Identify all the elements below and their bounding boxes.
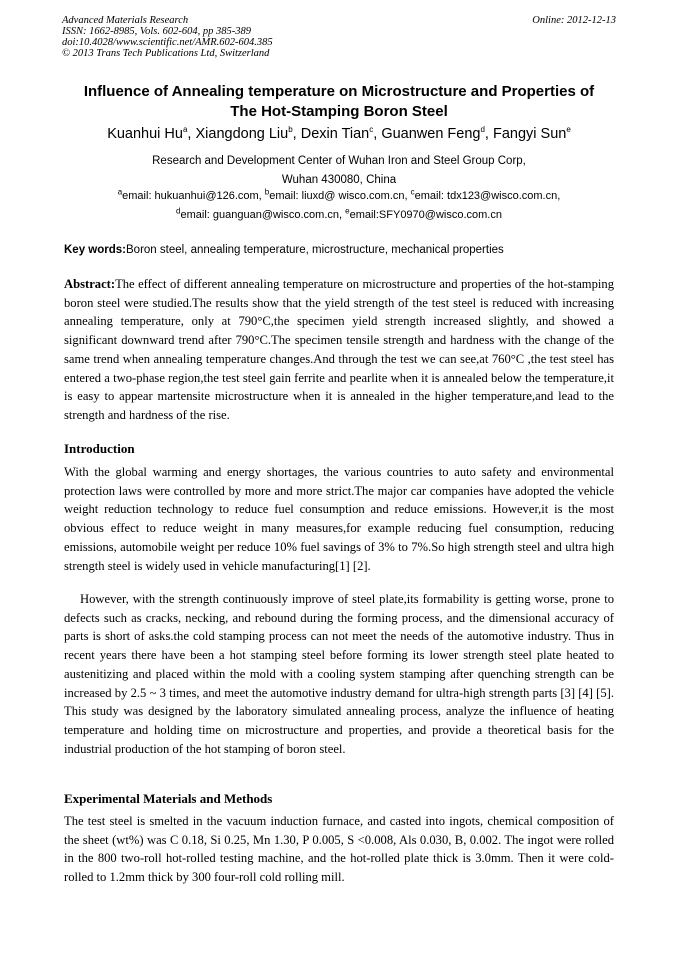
author	[301, 126, 382, 142]
section-heading-methods: Experimental Materials and Methods	[64, 791, 273, 806]
email-c[interactable]: email: tdx123@wisco.com.cn,	[414, 190, 561, 202]
author-list	[40, 124, 638, 144]
author-sup: e	[566, 125, 571, 135]
email-a[interactable]: email: hukuanhui@126.com,	[122, 190, 265, 202]
abstract-text: The effect of different annealing temperature on microstructure and properties of the hot-stamping boron steel were studied.The results show that the yield strength of the test steel is reduced with increasing annealing temperature, only at 790°C,the specimen yield strength increased slightly, and showed a significant downward trend after 790°C.The specimen tensile strength and hardness with the change of the same trend when annealing temperature changes.And through the test we can see,at 760°C ,the test steel has entered a two-phase region,the test steel gain ferrite and pearlite when it is annealed below the temperature,it is easy to appear martensite microstructure when it is annealed in the higher temperature,and lead to the strength and hardness of the rise.	[64, 277, 614, 422]
author-name: Kuanhui Hu	[107, 126, 183, 142]
author	[107, 126, 195, 142]
author	[493, 126, 571, 142]
email-d[interactable]: email: guanguan@wisco.com.cn,	[180, 209, 346, 221]
affiliation-line-2: Wuhan 430080, China	[281, 174, 397, 186]
email-sup: b	[264, 187, 270, 197]
author-sup: a	[182, 125, 188, 135]
email-e[interactable]: email:SFY0970@wisco.com.cn	[349, 209, 502, 221]
author	[195, 126, 300, 142]
author-name: Dexin Tian	[300, 126, 370, 142]
online-date: Online: 2012-12-13	[532, 15, 616, 26]
email-line-1	[40, 187, 638, 206]
email-sup: a	[117, 187, 123, 197]
section-heading-introduction: Introduction	[64, 441, 135, 456]
author-sep: ,	[373, 126, 382, 142]
title-line-1: Influence of Annealing temperature on Microstructure and Properties of	[83, 83, 595, 100]
introduction-paragraph-2: However, with the strength continuously improve of steel plate,its formability is getting worse, prone to defects such as cracks, necking, and rebound during the forming process, and the dimensional accuracy of parts is short of asks.the cold stamping process can not meet the needs of the automotive industry. Thus in recent years there have been a hot stamping steel before forming its lower strength steel plate heated to austenitizing and placed within the mold with a cooling system stamping after quenching strength can be increased by 2.5 ~ 3 times, and meet the automotive industry demand for ultra-high strength parts [3] [4] [5]. This study was designed by the laboratory simulated annealing process, analyze the influence of heating temperature and holding time on microstructure and properties, and provide a theoretical basis for the industrial production of the hot stamping of boron steel.	[64, 592, 614, 756]
author-sup: d	[480, 125, 485, 135]
author-sup: c	[369, 125, 374, 135]
keywords-text: Boron steel, annealing temperature, microstructure, mechanical properties	[126, 244, 504, 256]
keywords-label: Key words:	[64, 244, 126, 256]
email-line-2	[40, 206, 638, 225]
journal-name: Advanced Materials Research	[62, 15, 189, 26]
issn-line: ISSN: 1662-8985, Vols. 602-604, pp 385-389	[62, 26, 251, 37]
title-line-2: The Hot-Stamping Boron Steel	[230, 103, 448, 120]
copyright-line: © 2013 Trans Tech Publications Ltd, Switzerland	[62, 48, 270, 59]
email-sup: e	[345, 206, 350, 216]
introduction-paragraph-1: With the global warming and energy shortages, the various countries to auto safety and environmental protection laws were controlled by more and more strict.The major car companies have adopted the vehicle weight reduction technology to reduce fuel consumption and reduce emissions. However,it is the most obvious effect to reduce weight in many measures,for example reducing fuel consumption, reducing emissions, automobile weight per reduce 10% fuel savings of 3% to 7%.So high strength steel and ultra high strength steel is widely used in vehicle manufacturing[1] [2].	[64, 465, 614, 573]
email-sup: d	[176, 206, 181, 216]
email-b[interactable]: email: liuxd@ wisco.com.cn,	[269, 190, 411, 202]
doi-line[interactable]: doi:10.4028/www.scientific.net/AMR.602-604.385	[62, 37, 273, 48]
author-name: Xiangdong Liu	[195, 126, 289, 142]
methods-paragraph-1: The test steel is smelted in the vacuum induction furnace, and casted into ingots, chemical composition of the sheet (wt%) was C 0.18, Si 0.25, Mn 1.30, P 0.005, S <0.008, Als 0.030, B, 0.002. The ingot were rolled in the 800 two-roll hot-rolled testing machine, and the hot-rolled plate thick is 3.0mm. Then it were cold-rolled to 1.2mm thick by 300 four-roll cold rolling mill.	[64, 814, 614, 885]
keywords	[64, 242, 624, 258]
author-name: Guanwen Feng	[381, 126, 481, 142]
author-sep: ,	[187, 126, 196, 142]
paper-title	[40, 82, 638, 122]
abstract-label: Abstract:	[64, 277, 116, 291]
affiliation-line-1: Research and Development Center of Wuhan Iron and Steel Group Corp,	[152, 155, 526, 167]
journal-header	[62, 15, 616, 59]
author-sup: b	[288, 125, 293, 135]
author-sep: ,	[292, 126, 301, 142]
author-sep: ,	[484, 126, 493, 142]
author	[381, 126, 493, 142]
email-sup: c	[410, 187, 415, 197]
abstract	[64, 275, 614, 425]
author-name: Fangyi Sun	[492, 126, 567, 142]
